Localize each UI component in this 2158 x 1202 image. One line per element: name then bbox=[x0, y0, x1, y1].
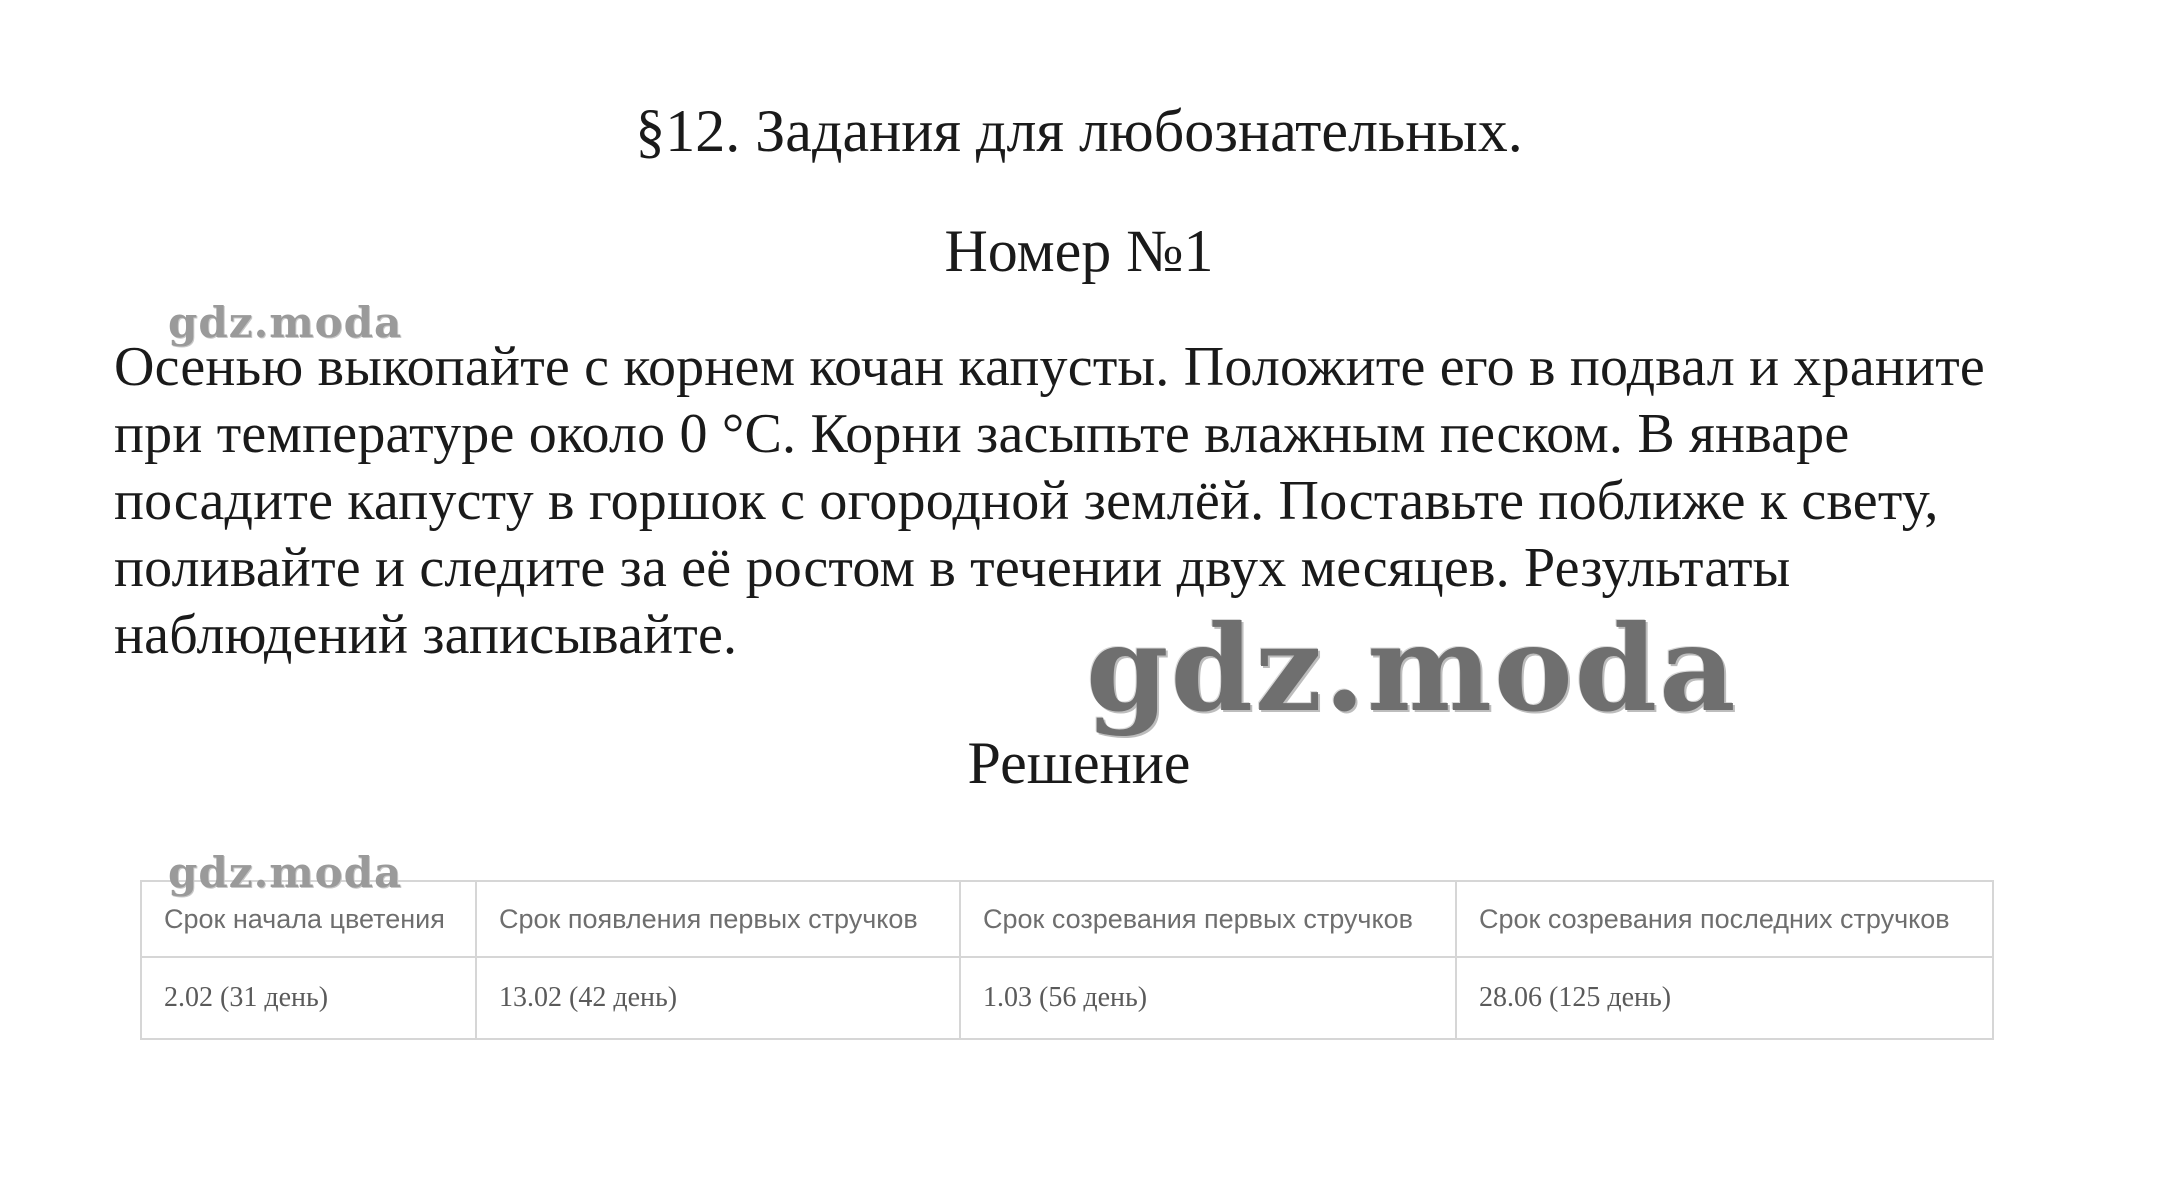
cell-flowering-start: 2.02 (31 день) bbox=[141, 957, 476, 1039]
task-number: Номер №1 bbox=[944, 218, 1214, 284]
table-header-row bbox=[141, 881, 1993, 957]
watermark-logo-table: gdz.moda bbox=[168, 848, 403, 897]
cell-first-pods-ripen: 1.03 (56 день) bbox=[960, 957, 1456, 1039]
table-row bbox=[141, 957, 1993, 1039]
solution-heading: Решение bbox=[967, 730, 1191, 796]
cell-first-pods-appear: 13.02 (42 день) bbox=[476, 957, 960, 1039]
cell-last-pods-ripen: 28.06 (125 день) bbox=[1456, 957, 1993, 1039]
task-text: Осенью выкопайте с корнем кочан капусты. Положите его в подвал и храните при температуре около 0 °С. Корни засыпьте влажным песком. В январе посадите капусту в горшок с огородной землёй. Поставьте поближе к свету, поливайте и следите за её ростом в течении двух месяцев. Результаты наблюдений записывайте. bbox=[114, 336, 1985, 666]
header-first-pods-appear: Срок появления первых стручков bbox=[476, 881, 960, 957]
watermark-logo-top: gdz.moda bbox=[168, 298, 403, 347]
section-title: §12. Задания для любознательных. bbox=[635, 98, 1523, 164]
watermark-logo-large: gdz.moda bbox=[1086, 599, 1738, 738]
header-flowering-start: Срок начала цветения bbox=[141, 881, 476, 957]
results-table bbox=[140, 880, 1994, 1040]
header-first-pods-ripen: Срок созревания первых стручков bbox=[960, 881, 1456, 957]
header-last-pods-ripen: Срок созревания последних стручков bbox=[1456, 881, 1993, 957]
